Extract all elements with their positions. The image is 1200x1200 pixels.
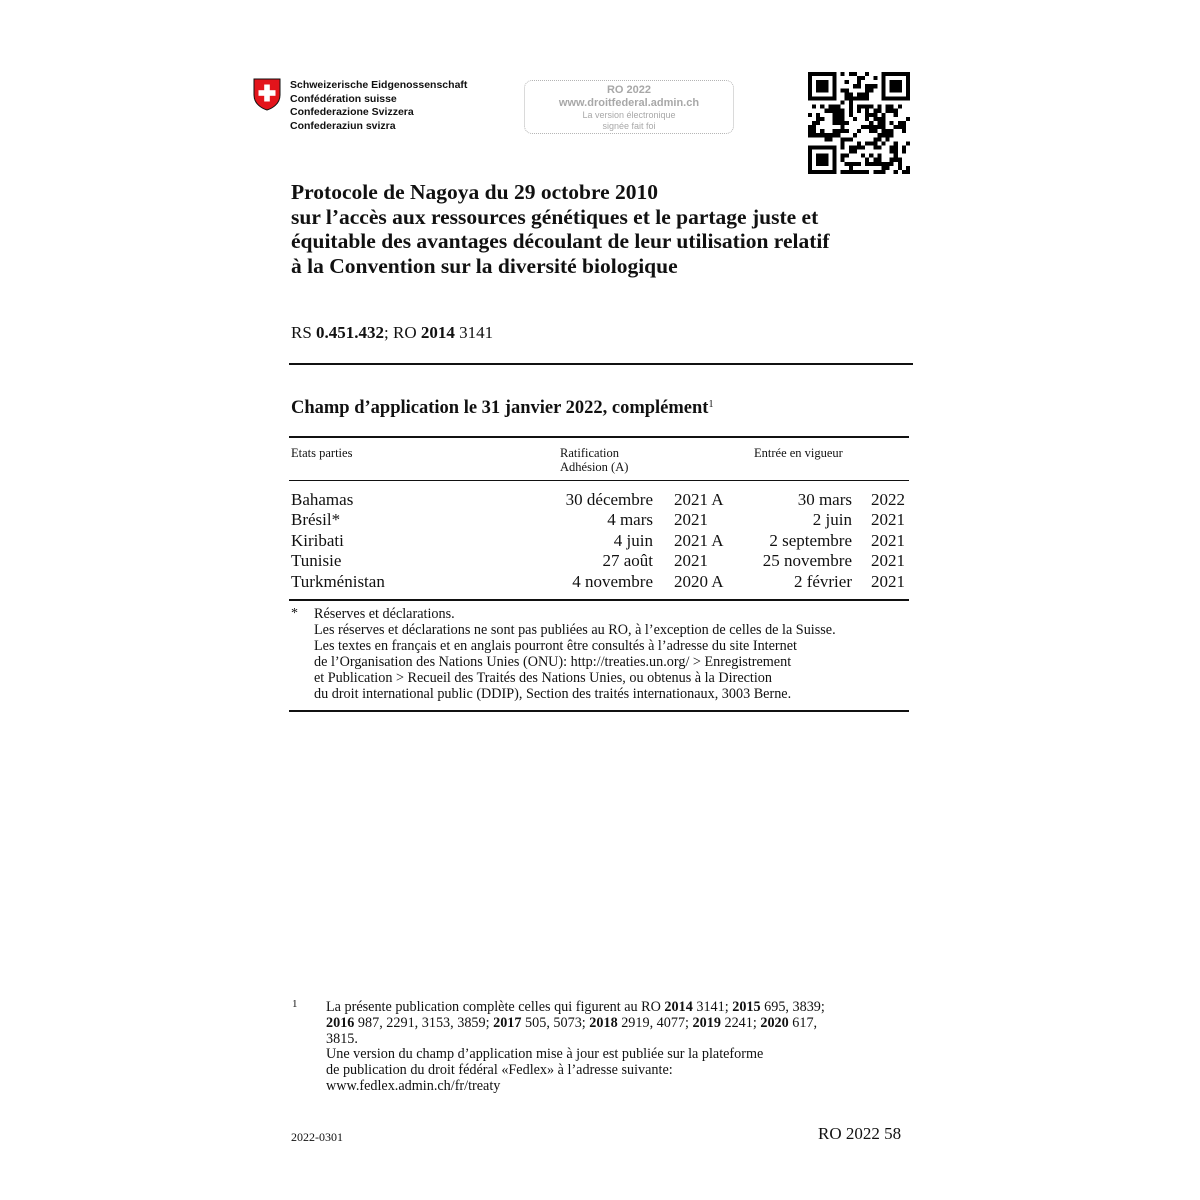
footnote-fragment: 695, 3839;	[760, 999, 825, 1015]
rs-number: 0.451.432	[316, 323, 385, 342]
table-cell-state: Brésil*	[291, 510, 341, 530]
note-line: de l’Organisation des Nations Unies (ONU): http://treaties.un.org/ > Enregistrement	[314, 654, 792, 670]
ro-page: 3141	[454, 323, 494, 342]
confederation-name-it: Confederazione Svizzera	[290, 106, 414, 118]
table-bottom-rule	[289, 599, 909, 601]
stamp-note-2: signée fait foi	[602, 121, 656, 131]
table-cell-rat-date: 27 août	[602, 551, 653, 571]
header-states: Etats parties	[291, 446, 353, 460]
footnote-url: www.fedlex.admin.ch/fr/treaty	[326, 1077, 501, 1094]
footnote-line-4: Une version du champ d’application mise à jour est publiée sur la plateforme	[326, 1046, 764, 1063]
table-cell-state: Tunisie	[291, 551, 342, 571]
table-cell-rat-date: 4 novembre	[572, 571, 653, 591]
table-cell-state: Turkménistan	[291, 571, 385, 591]
notes-bottom-rule	[289, 710, 909, 712]
confederation-name-rm: Confederaziun svizra	[290, 119, 396, 132]
footnote-fragment: 2241;	[720, 1014, 761, 1031]
ro-year: 2014	[420, 323, 455, 342]
footnote-fragment: 505, 5073;	[521, 1014, 590, 1031]
footnote-fragment: 2014	[664, 999, 693, 1015]
title-line-2: sur l’accès aux ressources génétiques et le partage juste et	[291, 204, 819, 229]
footnote-fragment: La présente publication complète celles qui figurent au RO	[326, 999, 665, 1015]
table-cell-rat-date: 4 juin	[613, 530, 653, 550]
table-cell-rat-date: 4 mars	[607, 510, 653, 530]
table-cell-eiv-year: 2021	[871, 530, 905, 550]
header-rule	[289, 480, 909, 481]
table-cell-eiv-year: 2021	[871, 571, 905, 591]
footnote-fragment: 2020	[760, 1014, 789, 1031]
stamp-ro: RO 2022	[606, 84, 652, 96]
table-cell-eiv-year: 2021	[871, 510, 905, 530]
rs-prefix: RS	[291, 323, 317, 342]
page-reference: RO 2022 58	[818, 1124, 902, 1143]
confederation-names	[290, 79, 467, 133]
stamp-url: www.droitfederal.admin.ch	[558, 97, 700, 109]
footnote-fragment: 617,	[788, 1014, 818, 1031]
footnote-fragment: 2016	[326, 1014, 355, 1031]
header-ratification-l1: Ratification	[560, 446, 620, 460]
table-cell-rat-year: 2020 A	[674, 571, 724, 591]
stamp-note-1: La version électronique	[582, 110, 676, 120]
footnote-fragment: 2019	[692, 1014, 721, 1031]
table-cell-state: Kiribati	[291, 530, 344, 550]
rs-separator: ; RO	[384, 323, 421, 342]
table-cell-rat-year: 2021	[674, 551, 708, 571]
footnote-fragment: 2015	[732, 999, 761, 1015]
table-cell-rat-year: 2021 A	[674, 490, 724, 509]
reservation-star: *	[291, 606, 298, 621]
header-entry: Entrée en vigueur	[754, 446, 843, 460]
footnote-fragment: 2919, 4077;	[617, 1014, 693, 1031]
footnote-fragment: 2018	[589, 1014, 618, 1031]
footnote-line-1	[326, 1000, 825, 1016]
footnote-line-3: 3815.	[326, 1030, 358, 1047]
note-line: Les textes en français et en anglais pourront être consultés à l’adresse du site Internet	[314, 638, 797, 654]
table-cell-eiv-date: 2 juin	[812, 510, 852, 530]
table-cell-state: Bahamas	[291, 490, 354, 509]
footnote-line-5: de publication du droit fédéral «Fedlex» à l’adresse suivante:	[326, 1062, 673, 1079]
table-cell-eiv-date: 25 novembre	[762, 551, 852, 571]
note-line: du droit international public (DDIP), Section des traités internationaux, 3003 Berne.	[314, 686, 792, 702]
confederation-name-de: Schweizerische Eidgenossenschaft	[290, 79, 468, 91]
footnote-line-2	[326, 1016, 825, 1032]
footnote-fragment: 2017	[493, 1014, 522, 1031]
rs-reference	[291, 323, 493, 343]
table-cell-rat-year: 2021	[674, 510, 708, 530]
table-top-rule	[289, 436, 909, 438]
footnote	[326, 1000, 825, 1095]
table-cell-eiv-date: 2 février	[793, 571, 852, 591]
table-cell-eiv-date: 30 mars	[797, 490, 852, 509]
document-title	[291, 180, 931, 278]
table-cell-eiv-year: 2022	[871, 490, 905, 509]
footnote-fragment: 987, 2291, 3153, 3859;	[354, 1014, 494, 1031]
table-cell-rat-date: 30 décembre	[565, 490, 653, 509]
subtitle-footnote-ref: 1	[708, 399, 714, 410]
swiss-cross-shield-icon	[253, 78, 281, 111]
section-subtitle	[291, 398, 713, 419]
title-divider	[289, 363, 913, 365]
document-id: 2022-0301	[291, 1130, 343, 1144]
reservation-notes	[314, 606, 836, 702]
title-line-3: équitable des avantages découlant de leur utilisation relatif	[291, 229, 830, 253]
note-line: Réserves et déclarations.	[314, 606, 455, 622]
title-line-1: Protocole de Nagoya du 29 octobre 2010	[291, 180, 659, 204]
note-line: et Publication > Recueil des Traités des Nations Unies, ou obtenus à la Direction	[314, 670, 772, 686]
table-cell-eiv-year: 2021	[871, 551, 905, 571]
footnote-fragment: 3141;	[692, 999, 733, 1015]
subtitle-text: Champ d’application le 31 janvier 2022, complément	[291, 398, 709, 418]
table-cell-eiv-date: 2 septembre	[769, 530, 852, 550]
header-ratification-l2: Adhésion (A)	[560, 460, 629, 474]
electronic-signature-stamp	[524, 80, 734, 134]
note-line: Les réserves et déclarations ne sont pas publiées au RO, à l’exception de celles de la Suisse.	[314, 622, 836, 638]
table-cell-rat-year: 2021 A	[674, 530, 724, 550]
header-ratification	[560, 446, 628, 474]
footnote-number: 1	[292, 998, 298, 1010]
qr-code-icon	[808, 72, 910, 174]
title-line-4: à la Convention sur la diversité biologique	[291, 253, 678, 278]
confederation-name-fr: Confédération suisse	[290, 92, 397, 105]
